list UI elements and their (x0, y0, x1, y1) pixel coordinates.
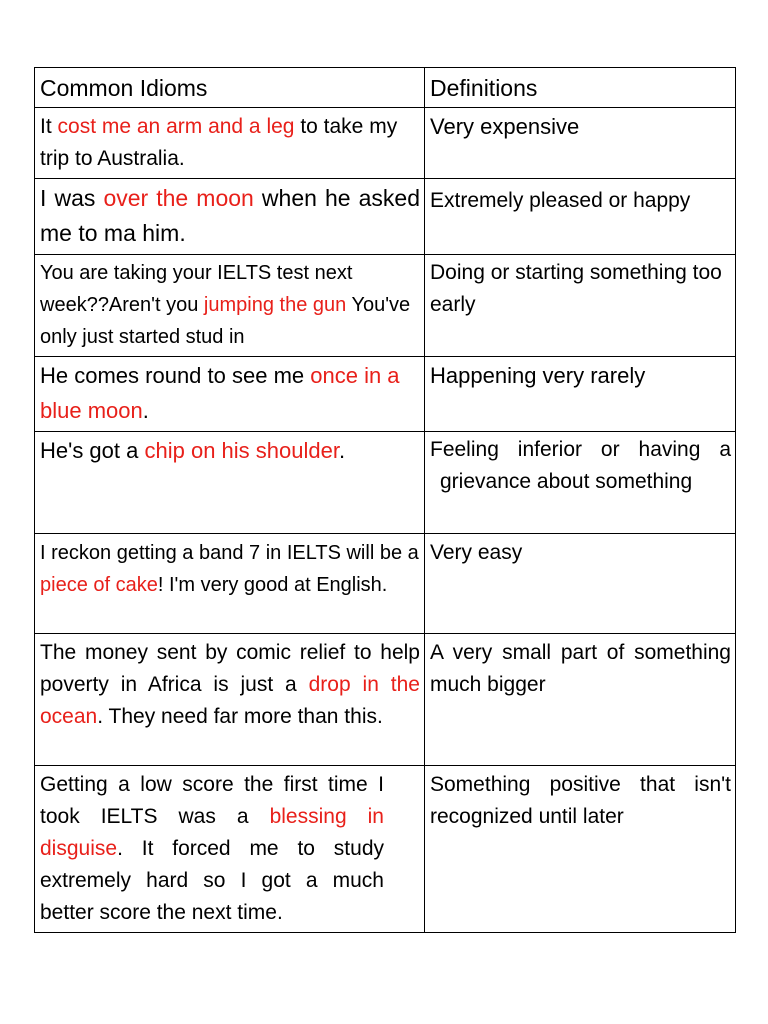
table-row (35, 634, 736, 766)
idiom-example: The money sent by comic relief to help poverty in Africa is just a drop in the ocean. They need far more than this. (35, 634, 425, 766)
idiom-definition: Extremely pleased or happy (425, 179, 736, 255)
header-definitions (425, 68, 736, 108)
idiom-example: He comes round to see me once in a blue moon. (35, 357, 425, 432)
idiom-example: I reckon getting a band 7 in IELTS will be a piece of cake! I'm very good at English. (35, 534, 425, 634)
definition-line: Feeling inferior or having a (430, 438, 731, 461)
table-row (35, 255, 736, 357)
table-row (35, 357, 736, 432)
table-row (35, 766, 736, 933)
idiom-phrase: over the moon (103, 185, 254, 211)
idiom-phrase: once in a blue moon (40, 363, 400, 423)
idiom-example: I was over the moon when he asked me to ma him. (35, 179, 425, 255)
idiom-definition (425, 432, 736, 534)
header-row (35, 68, 736, 108)
idiom-phrase: chip on his shoulder (144, 438, 339, 463)
idiom-definition: Something positive that isn't recognized until later (425, 766, 736, 933)
idiom-phrase: drop in the ocean (40, 673, 420, 728)
idiom-phrase: cost me an arm and a leg (57, 115, 295, 138)
idiom-phrase: blessing in disguise (40, 805, 384, 860)
idiom-phrase: jumping the gun (203, 294, 347, 316)
header-idioms-label: Common Idioms (40, 75, 208, 101)
idiom-phrase: piece of cake (40, 574, 158, 596)
table-row (35, 179, 736, 255)
idiom-definition: Doing or starting something too early (425, 255, 736, 357)
idiom-example: Getting a low score the first time I took IELTS was a blessing in disguise. It forced me to study extremely hard so I got a much better score the next time. (35, 766, 425, 933)
definition-line: grievance about something (440, 470, 693, 493)
idiom-example: You are taking your IELTS test next week??Aren't you jumping the gun You've only just started stud in (35, 255, 425, 357)
idiom-definition: Very easy (425, 534, 736, 634)
table-row (35, 534, 736, 634)
idiom-example: He's got a chip on his shoulder. (35, 432, 425, 534)
idiom-definition: Very expensive (425, 108, 736, 179)
header-idioms (35, 68, 425, 108)
idiom-definition: Happening very rarely (425, 357, 736, 432)
idioms-table (34, 67, 736, 933)
header-definitions-label: Definitions (430, 75, 538, 101)
idiom-definition: A very small part of something much bigger (425, 634, 736, 766)
idiom-example: It cost me an arm and a leg to take my trip to Australia. (35, 108, 425, 179)
table-row (35, 108, 736, 179)
table-row (35, 432, 736, 534)
